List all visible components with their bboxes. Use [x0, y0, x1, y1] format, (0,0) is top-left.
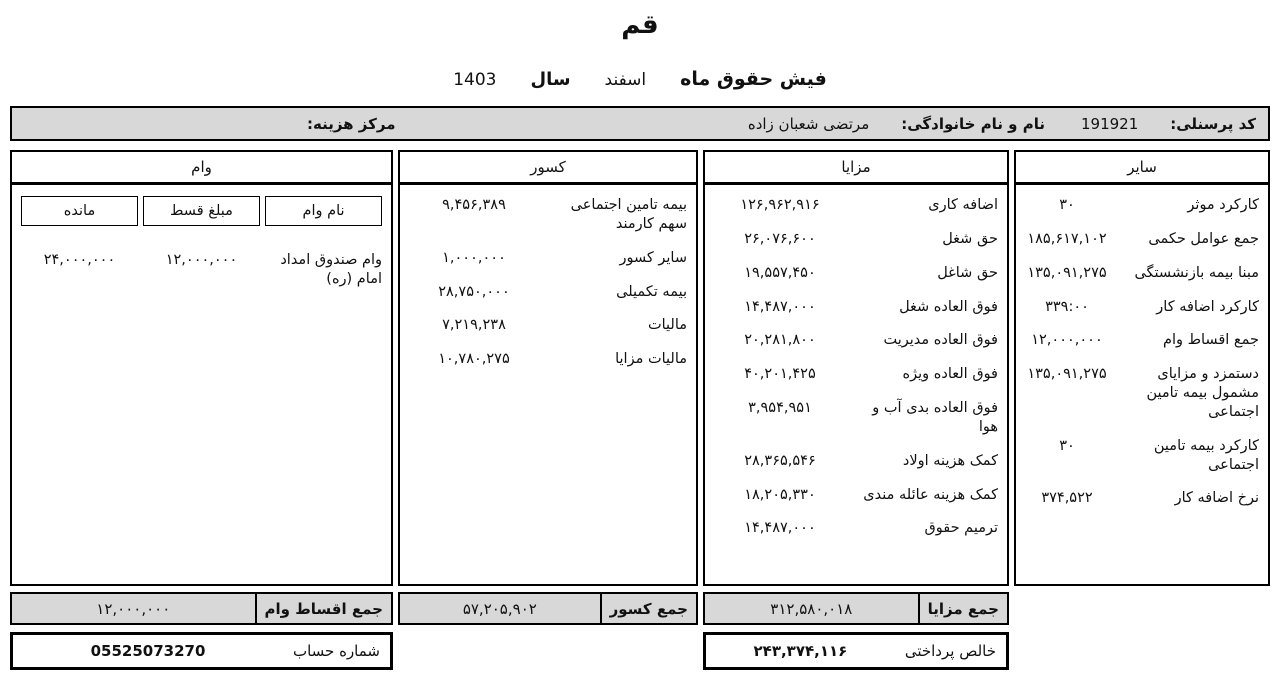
personnel-code-group — [1081, 115, 1256, 133]
row-label: فوق العاده شغل — [899, 298, 998, 315]
row-value: ۴۰,۲۰۱,۴۲۵ — [744, 366, 816, 383]
page-title: قم — [621, 10, 659, 40]
month-value: اسفند — [604, 70, 647, 90]
totals-spacer — [1014, 592, 1270, 625]
table-row — [714, 399, 998, 437]
section-benefits-title: مزایا — [705, 152, 1007, 185]
account-number-box — [10, 632, 393, 670]
row-value: ۱۸۵,۶۱۷,۱۰۲ — [1027, 230, 1107, 247]
section-other-body — [1016, 185, 1268, 519]
loan-balance-value: ۲۴,۰۰۰,۰۰۰ — [43, 252, 116, 268]
row-value: ۳۰ — [1059, 197, 1075, 213]
full-name-value: مرتضی شعبان زاده — [747, 114, 870, 133]
row-value: ۲۸,۷۵۰,۰۰۰ — [438, 283, 510, 300]
loan-subheader-row — [21, 196, 382, 226]
loan-installment-value: ۱۲,۰۰۰,۰۰۰ — [165, 252, 238, 268]
cost-center-label: مرکز هزینه: — [307, 114, 396, 133]
row-label: اضافه کاری — [928, 197, 998, 213]
benefits-total-value: ۳۱۲,۵۸۰,۰۱۸ — [770, 599, 853, 618]
table-row — [1025, 365, 1259, 422]
table-row — [714, 331, 998, 350]
loan-data-row — [21, 251, 382, 289]
account-number-label: شماره حساب — [292, 642, 380, 660]
deductions-total-label: جمع کسور — [600, 594, 696, 623]
personnel-name-group — [748, 115, 1045, 133]
row-value: ۱۳۵,۰۹۱,۲۷۵ — [1027, 264, 1107, 281]
table-row — [714, 486, 998, 505]
account-number-value: 05525073270 — [90, 642, 206, 660]
row-label: جمع عوامل حکمی — [1148, 230, 1259, 247]
table-row — [1025, 196, 1259, 215]
row-value: ۱۲۶,۹۶۲,۹۱۶ — [740, 197, 820, 213]
row-value: ۱۳۵,۰۹۱,۲۷۵ — [1027, 366, 1107, 383]
loan-balance-header: مانده — [21, 196, 138, 226]
personnel-code-label: کد پرسنلی: — [1170, 114, 1256, 133]
row-label: ترمیم حقوق — [924, 520, 998, 537]
table-row — [714, 196, 998, 215]
section-other — [1014, 150, 1270, 586]
table-row — [1025, 264, 1259, 283]
section-deductions — [398, 150, 698, 586]
year-value: 1403 — [453, 70, 497, 90]
row-value: ۳۳۹:۰۰ — [1045, 298, 1089, 315]
table-row — [409, 249, 687, 268]
row-value: ۱۹,۵۵۷,۴۵۰ — [744, 264, 816, 281]
table-row — [1025, 298, 1259, 317]
row-value: ۱۴,۴۸۷,۰۰۰ — [744, 298, 816, 315]
columns-container — [10, 150, 1270, 586]
row-label: جمع اقساط وام — [1162, 332, 1259, 349]
personnel-code-value: 191921 — [1080, 114, 1139, 133]
final-spacer — [398, 632, 698, 670]
table-row — [1025, 230, 1259, 249]
row-value: ۱,۰۰۰,۰۰۰ — [442, 249, 506, 266]
benefits-total-label: جمع مزایا — [918, 594, 1007, 623]
row-value: ۳,۹۵۴,۹۵۱ — [748, 400, 812, 417]
row-value: ۳۷۴,۵۲۲ — [1041, 490, 1093, 507]
table-row — [714, 298, 998, 317]
table-row — [714, 452, 998, 471]
row-label: کارکرد بیمه تامین اجتماعی — [1153, 437, 1259, 473]
section-deductions-title: کسور — [400, 152, 696, 185]
loan-name-value: وام صندوق امداد امام (ره) — [280, 252, 382, 287]
row-label: فوق العاده مدیریت — [883, 332, 998, 349]
table-row — [409, 196, 687, 234]
table-row — [714, 230, 998, 249]
row-label: سایر کسور — [619, 249, 687, 266]
deductions-total-box — [398, 592, 698, 625]
row-value: ۲۶,۰۷۶,۶۰۰ — [744, 230, 816, 247]
row-value: ۷,۲۱۹,۲۳۸ — [442, 317, 506, 334]
row-value: ۳۰ — [1059, 437, 1075, 454]
row-label: حق شغل — [942, 230, 998, 247]
row-value: ۱۲,۰۰۰,۰۰۰ — [1031, 332, 1103, 349]
loan-total-label: جمع اقساط وام — [255, 594, 391, 623]
section-benefits-body — [705, 185, 1007, 549]
row-label: کمک هزینه عائله مندی — [863, 486, 998, 503]
row-label: مبنا بیمه بازنشستگی — [1134, 264, 1259, 281]
table-row — [1025, 331, 1259, 350]
section-other-title: سایر — [1016, 152, 1268, 185]
row-label: کارکرد اضافه کار — [1156, 298, 1259, 315]
loan-total-box — [10, 592, 393, 625]
section-benefits — [703, 150, 1009, 586]
loan-installment-header: مبلغ قسط — [143, 196, 260, 226]
table-row — [1025, 489, 1259, 508]
totals-row — [10, 592, 1270, 625]
row-label: دستمزد و مزایای مشمول بیمه تامین اجتماعی — [1146, 366, 1259, 420]
deductions-total-value: ۵۷,۲۰۵,۹۰۲ — [462, 599, 537, 618]
row-value: ۹,۴۵۶,۳۸۹ — [442, 197, 506, 213]
row-label: مالیات مزایا — [615, 351, 687, 368]
net-pay-label: خالص پرداختی — [904, 642, 996, 660]
table-row — [1025, 437, 1259, 475]
net-pay-box — [703, 632, 1009, 670]
section-loan-body — [12, 185, 391, 300]
personnel-band — [10, 106, 1270, 141]
row-value: ۲۸,۳۶۵,۵۴۶ — [744, 452, 816, 469]
loan-total-value: ۱۲,۰۰۰,۰۰۰ — [96, 599, 171, 618]
row-value: ۱۸,۲۰۵,۳۳۰ — [744, 486, 816, 503]
year-label: سال — [530, 69, 571, 90]
section-loan — [10, 150, 393, 586]
row-label: کمک هزینه اولاد — [902, 452, 998, 469]
table-row — [409, 316, 687, 335]
row-value: ۲۰,۲۸۱,۸۰۰ — [744, 332, 816, 349]
final-spacer — [1014, 632, 1270, 670]
row-label: حق شاغل — [937, 264, 998, 281]
row-label: کارکرد موثر — [1187, 197, 1259, 213]
benefits-total-box — [703, 592, 1009, 625]
row-label: بیمه تامین اجتماعی سهم کارمند — [570, 197, 687, 232]
table-row — [409, 350, 687, 369]
row-label: بیمه تکمیلی — [616, 283, 687, 300]
table-row — [714, 519, 998, 538]
net-pay-value: ۲۴۳,۳۷۴,۱۱۶ — [753, 642, 848, 660]
row-label: مالیات — [647, 317, 687, 334]
row-value: ۱۰,۷۸۰,۲۷۵ — [438, 351, 510, 368]
loan-name-header: نام وام — [265, 196, 382, 226]
row-value: ۱۴,۴۸۷,۰۰۰ — [744, 520, 816, 537]
payslip-subtitle — [0, 68, 1280, 90]
row-label: فوق العاده ویژه — [902, 366, 998, 383]
section-loan-title: وام — [12, 152, 391, 185]
section-deductions-body — [400, 185, 696, 380]
table-row — [714, 264, 998, 283]
table-row — [714, 365, 998, 384]
table-row — [409, 283, 687, 302]
final-row — [10, 632, 1270, 670]
payslip-title-label: فیش حقوق ماه — [680, 68, 827, 90]
row-label: نرخ اضافه کار — [1174, 490, 1259, 507]
row-label: فوق العاده بدی آب و هوا — [872, 400, 998, 435]
full-name-label: نام و نام خانوادگی: — [901, 114, 1045, 133]
